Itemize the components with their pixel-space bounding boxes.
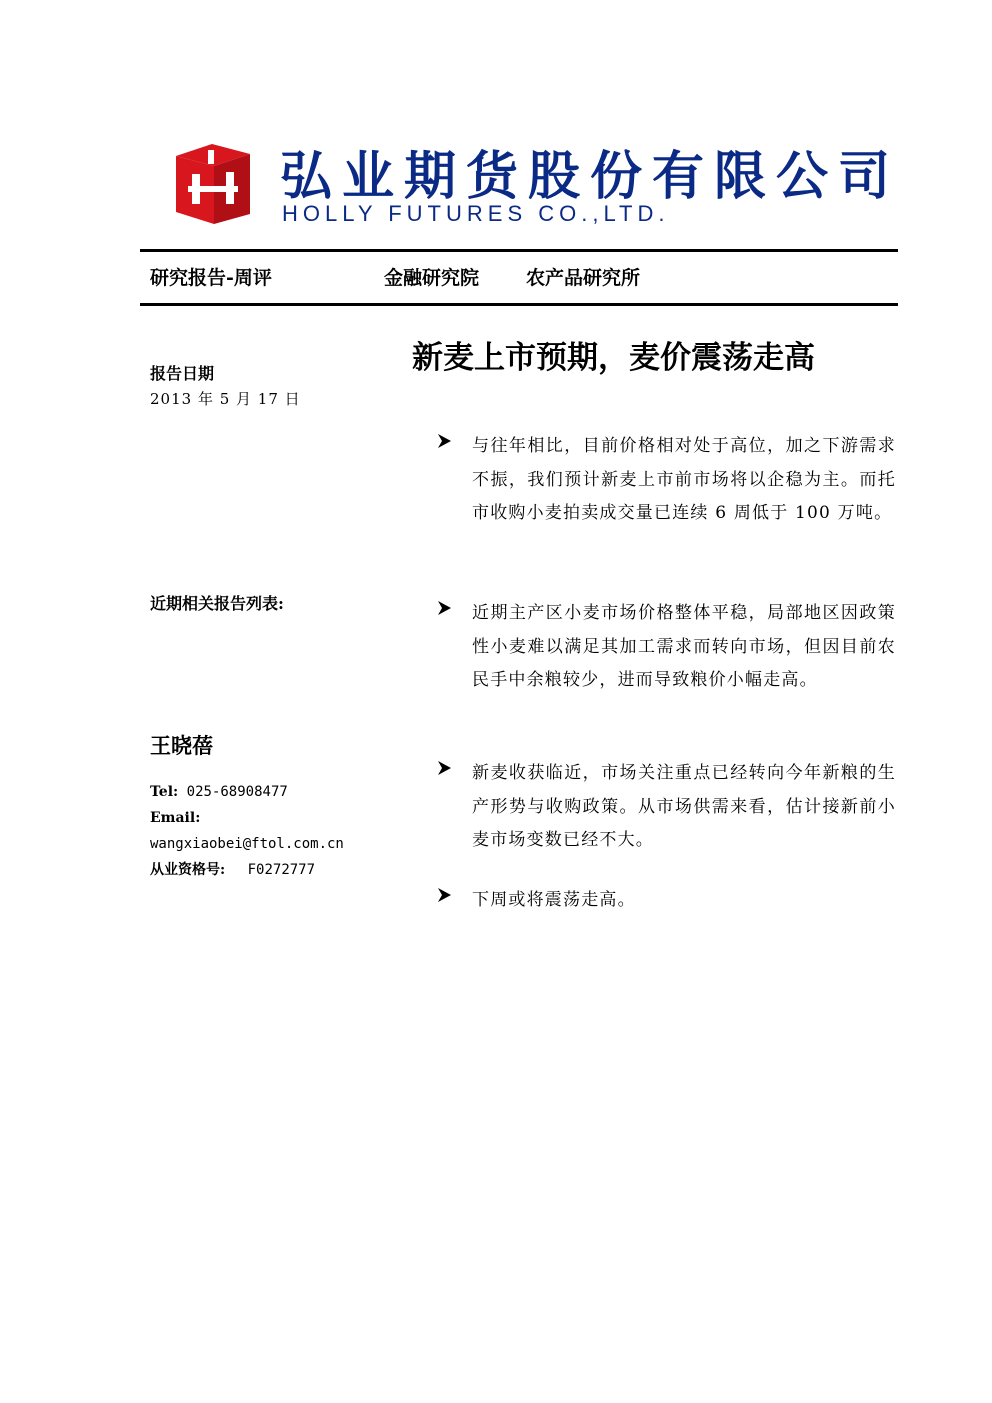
author-name: 王晓蓓 xyxy=(150,733,213,758)
logo-mark-icon xyxy=(168,142,252,226)
report-date-label: 报告日期 xyxy=(150,364,215,383)
author-contact xyxy=(150,779,344,883)
arrow-bullet-icon xyxy=(436,433,452,449)
report-date-value: 2013 年 5 月 17 日 xyxy=(150,390,301,408)
company-name-cn: 弘业期货股份有限公司 xyxy=(280,147,901,207)
report-type: 研究报告-周评 xyxy=(150,267,272,289)
bullet-text: 下周或将震荡走高。 xyxy=(472,890,636,910)
license-line xyxy=(150,857,344,883)
tel-label: Tel: xyxy=(150,784,179,800)
header-bottom-rule xyxy=(140,303,898,306)
license-label: 从业资格号: xyxy=(150,862,226,878)
email-value-line xyxy=(150,831,344,857)
company-logo xyxy=(168,140,901,228)
related-reports-label: 近期相关报告列表: xyxy=(150,594,284,613)
report-header xyxy=(150,263,890,295)
email-label-line xyxy=(150,805,344,831)
department-agri: 农产品研究所 xyxy=(526,267,641,289)
license-value: F0272777 xyxy=(247,862,316,878)
arrow-bullet-icon xyxy=(436,600,452,616)
email-value[interactable]: wangxiaobei@ftol.com.cn xyxy=(150,836,344,852)
arrow-bullet-icon xyxy=(436,887,452,903)
report-title: 新麦上市预期，麦价震荡走高 xyxy=(412,340,815,376)
tel-value: 025-68908477 xyxy=(186,784,288,800)
bullet-text: 与往年相比，目前价格相对处于高位，加之下游需求不振，我们预计新麦上市前市场将以企稳为主。而托市收购小麦拍卖成交量已连续 6 周低于 100 万吨。 xyxy=(472,436,896,523)
department-finance: 金融研究院 xyxy=(384,267,480,289)
bullet-text: 近期主产区小麦市场价格整体平稳，局部地区因政策性小麦难以满足其加工需求而转向市场，但因目前农民手中余粮较少，进而导致粮价小幅走高。 xyxy=(472,603,896,690)
bullet-text: 新麦收获临近，市场关注重点已经转向今年新粮的生产形势与收购政策。从市场供需来看，估计接新前小麦市场变数已经不大。 xyxy=(472,763,896,850)
email-label: Email: xyxy=(150,810,201,826)
arrow-bullet-icon xyxy=(436,760,452,776)
header-top-rule xyxy=(140,249,898,252)
tel-line xyxy=(150,779,344,805)
company-name-en: HOLLY FUTURES CO.,LTD. xyxy=(282,201,670,226)
